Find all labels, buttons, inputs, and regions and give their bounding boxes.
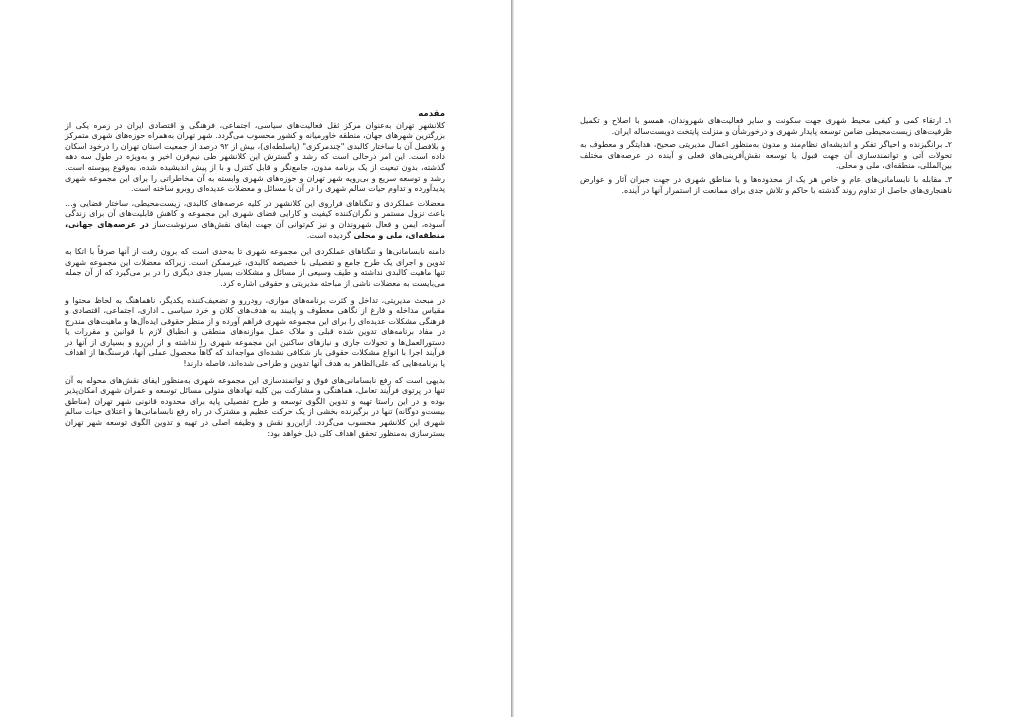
list-item-1: ۱ـ ارتقاء کمی و کیفی محیط شهری جهت سکونت و سایر فعالیت‌های شهروندان، همسو با اصلاح و تکمیل ظرفیت‌های زیست‌محیطی ضامن توسعه پایدار شهری و درخورشأن و منزلت پایتخت دویست‌ساله ایران. [580,116,952,136]
paragraph-4: در مبحث مدیریتی، تداخل و کثرت برنامه‌های موازی، رودررو و تضعیف‌کننده یکدیگر، ناهماهنگ به لحاظ محتوا و مقیاس مداخله و فارغ از نگاهی معطوف و پایبند به هدف‌های کلان و خرد سیاسی ـ اداری، اجتماعی، اقتصادی و فرهنگی مشکلات عدیده‌ای را برای این مجموعه شهری فراهم آورده و از منظر حقوقی ایده‌آل‌ها و ماهیت‌های مندرج در مفاد برنامه‌های تدوین شده قبلی و ملاک عمل موازنه‌های منطقی و انطباق لازم با قوانین و مقررات یا دستورالعمل‌ها و تحولات جاری و نیازهای ساکنین این مجموعه شهری را نداشته و از این‌رو و بسیاری از آنها در فرآیند اجرا با انواع مشکلات حقوقی باز شکافی نشده‌ای مواجه‌اند که گاهاً محصول عملی آنها، فرسنگ‌ها از اهداف یا برنامه‌هایی که علی‌الظاهر به هدف آنها تدوین و طراحی شده‌اند، فاصله دارند! [65,295,445,369]
paragraph-3: دامنه نابسامانی‌ها و تنگناهای عملکردی این مجموعه شهری تا به‌حدی است که برون رفت از آنها صرفاً با اتکا به تدوین و اجرای یک طرح جامع و تفصیلی با خصیصه کالبدی، غیرممکن است. زیراکه معضلات این مجموعه شهری تنها ماهیت کالبدی نداشته و طیف وسیعی از مسائل و مشکلات بسیار جدی دیگری را در بر می‌گیرد که از آن جمله می‌بایست به معضلات ناشی از مباحثه مدیریتی و حقوقی اشاره کرد. [65,247,445,288]
paragraph-5: بدیهی است که رفع نابسامانی‌های فوق و توانمندسازی این مجموعه شهری به‌منظور ایفای نقش‌های محوله به آن تنها در پرتوی فرآیند تعامل، هماهنگی و مشارکت بین کلیه نهادهای متولی مسائل توسعه و عمران شهری امکان‌پذیر بوده و در این راستا تهیه و تدوین الگوی توسعه و طرح تفصیلی پایه برای محدوده قانونی شهر تهران (مناطق بیست‌و دوگانه) تنها در برگیرنده بخشی از یک حرکت عظیم و مشترک در راه رفع نابسامانی‌ها و اعتلای حیات سالم شهری این کلانشهر محسوب می‌گردد. ازاین‌رو نقش و وظیفه اصلی در تهیه و تدوین الگوی توسعه شهر تهران بسترسازی به‌منظور تحقق اهداف کلی ذیل خواهد بود: [65,375,445,438]
list-item-3: ۳ـ مقابله با نابسامانی‌های عام و خاص هر یک از محدوده‌ها و یا مناطق شهری در جهت جبران آثار و عوارض ناهنجاری‌های حاصل از تداوم روند گذشته با حاکم و تلاش جدی برای ممانعت از استمرار آنها در آینده. [580,174,952,195]
list-item-2: ۲ـ برانگیزنده و احیاگر تفکر و اندیشه‌ای نظام‌مند و مدون به‌منظور اعمال مدیریتی صحیح، هدایتگر و معطوف به تحولات آتی و توانمندسازی آن جهت قبول یا توسعه نقش‌آفرینی‌های فعلی و آینده در عرصه‌های مختلف بین‌المللی، منطقه‌ای، ملی و محلی. [580,140,952,171]
paragraph-2-bold: در عرصه‌های جهانی، منطقه‌ای، ملی و محلی [65,219,445,240]
right-page [514,0,1024,717]
left-page [0,0,511,717]
paragraph-2-tail: گردیده است. [306,230,351,240]
paragraph-2-text: معضلات عملکردی و تنگناهای فراروی این کلانشهر در کلیه عرصه‌های کالبدی، زیست‌محیطی، ساختار فضایی و... باعث نزول مستمر و نگران‌کننده کیفیت و کارایی فضای شهری این مجموعه و کاهش قابلیت‌های آن برای زندگی آسوده، ایمن و فعال شهروندان و نیز کم‌توانی آن جهت ایفای نقش‌های سرنوشت‌ساز [65,198,445,229]
left-page-text [65,109,445,445]
right-page-text [580,116,952,199]
paragraph-1: کلانشهر تهران به‌عنوان مرکز ثقل فعالیت‌های سیاسی، اجتماعی، فرهنگی و اقتصادی ایران در زمره یکی از بزرگترین شهرهای جهان، منطقه خاورمیانه و کشور محسوب می‌گردد. شهر تهران به‌همراه حوزه‌های شهری متمرکز و بلافصل آن با ساختار کالبدی "چندمرکزی" (پاسلطه‌ای)، بیش از ۹۲ درصد از جمعیت استان تهران را درخود اسکان داده است. این امر درحالی است که رشد و گسترش این کلانشهر طی نیم‌قرن اخیر و به‌ویژه در طول سه دهه گذشته، بدون تبعیت از یک برنامه مدون، جامع‌نگر و قابل کنترل و با از پیش اندیشیده شده، به‌وقوع پیوسته است. رشد و توسعه سریع و بی‌رویه شهر تهران و حوزه‌های شهری وابسته به آن مخاطراتی را برای این مجموعه شهری پدیدآورده و تداوم حیات سالم شهری را در آن با مسائل و معضلات عدیده‌ای روبرو ساخته است. [65,120,446,194]
section-heading: مقدمه [418,109,445,119]
paragraph-2 [65,199,445,241]
